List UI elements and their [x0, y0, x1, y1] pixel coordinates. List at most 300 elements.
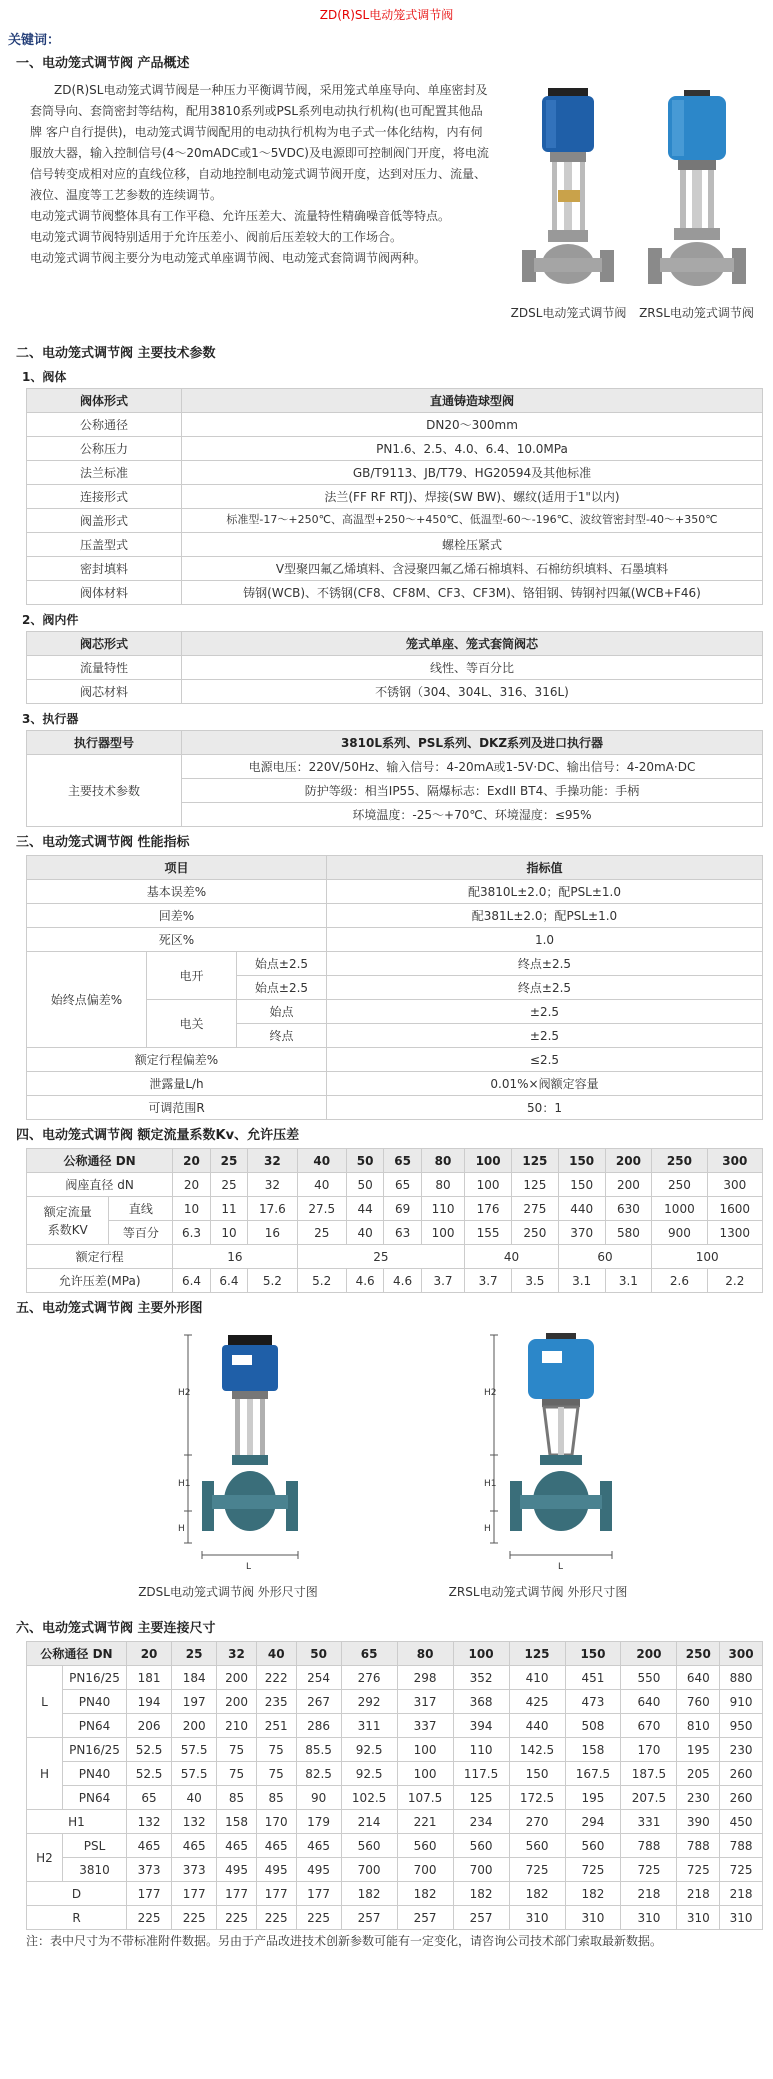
table-cell: 75: [217, 1762, 257, 1786]
table-cell: 177: [172, 1882, 217, 1906]
table-cell: 207.5: [621, 1786, 677, 1810]
table-cell: 25: [297, 1221, 346, 1245]
table-cell: 5.2: [248, 1269, 297, 1293]
table-cell: 107.5: [397, 1786, 453, 1810]
table-cell: 4.6: [346, 1269, 383, 1293]
table-cell: 788: [621, 1834, 677, 1858]
dn-header: 80: [421, 1149, 464, 1173]
table-cell: 257: [341, 1906, 397, 1930]
table-cell: 368: [453, 1690, 509, 1714]
zdsl-valve-icon: [506, 80, 631, 305]
dimensions-note: 注：表中尺寸为不带标准附件数据。另由于产品改进技术创新参数可能有一定变化，请咨询公司技术部门索取最新数据。: [26, 1934, 663, 1948]
row-label: 阀体材料: [27, 581, 182, 605]
table-cell: 310: [509, 1906, 565, 1930]
row-sub: PN16/25: [63, 1738, 127, 1762]
table-cell: 394: [453, 1714, 509, 1738]
row-sub: PN40: [63, 1690, 127, 1714]
table-cell: 2.6: [652, 1269, 707, 1293]
table-cell: 225: [127, 1906, 172, 1930]
table-cell: 390: [677, 1810, 720, 1834]
zdsl-outline-drawing: [108, 1321, 348, 1583]
table-cell: 25: [297, 1245, 465, 1269]
table-cell: 225: [296, 1906, 341, 1930]
table-cell: 370: [558, 1221, 605, 1245]
overview-para: 电动笼式调节阀主要分为电动笼式单座调节阀、电动笼式套筒调节阀两种。: [30, 251, 427, 265]
row-label: 泄露量L/h: [27, 1072, 327, 1096]
table-cell: 75: [256, 1738, 296, 1762]
actuator-subtitle: 3、执行器: [22, 712, 79, 726]
internals-subtitle: 2、阀内件: [22, 613, 79, 627]
table-cell: 75: [256, 1762, 296, 1786]
row-value: 配3810L±2.0；配PSL±1.0: [327, 880, 763, 904]
table-cell: 40: [172, 1786, 217, 1810]
kv-label: [27, 1197, 109, 1245]
row-sub: PN16/25: [63, 1666, 127, 1690]
table-cell: 880: [720, 1666, 763, 1690]
table-row: [27, 485, 763, 509]
kv-label-line: 额定流量: [43, 1204, 92, 1219]
table-cell: 6.3: [173, 1221, 210, 1245]
table-cell: 276: [341, 1666, 397, 1690]
h-dim-label: H: [178, 1524, 185, 1534]
table-row: [27, 880, 763, 904]
table-cell: 197: [172, 1690, 217, 1714]
table-cell: 40: [465, 1245, 559, 1269]
row-sub: 始点±2.5: [237, 952, 327, 976]
table-row: [27, 928, 763, 952]
table-row: [27, 557, 763, 581]
row-label: 回差%: [27, 904, 327, 928]
table-cell: 176: [465, 1197, 512, 1221]
table-cell: 310: [621, 1906, 677, 1930]
table-cell: 251: [256, 1714, 296, 1738]
dn-header: 150: [565, 1642, 621, 1666]
row-label: 公称通径: [27, 413, 182, 437]
dn-header: 20: [173, 1149, 210, 1173]
valve-photos: [506, 80, 766, 330]
table-cell: 3.1: [605, 1269, 652, 1293]
dn-header: 250: [652, 1149, 707, 1173]
table-cell: 3.5: [512, 1269, 559, 1293]
dn-header: 65: [384, 1149, 421, 1173]
table-cell: 182: [453, 1882, 509, 1906]
table-cell: 451: [565, 1666, 621, 1690]
dn-header: 50: [296, 1642, 341, 1666]
table-cell: 4.6: [384, 1269, 421, 1293]
zdsl-outline-caption: ZDSL电动笼式调节阀 外形尺寸图: [138, 1585, 318, 1599]
table-cell: 177: [256, 1882, 296, 1906]
section-kv-title: 四、电动笼式调节阀 额定流量系数Kv、允许压差: [16, 1128, 300, 1143]
table-row: [27, 1690, 763, 1714]
overview-para: 电动笼式调节阀整体具有工作平稳、允许压差大、流量特性精确噪音低等特点。: [30, 209, 451, 223]
dn-header: 300: [707, 1149, 762, 1173]
row-value: 环境温度：-25～+70℃、环境湿度：≤95%: [182, 803, 763, 827]
table-cell: 788: [720, 1834, 763, 1858]
table-cell: 205: [677, 1762, 720, 1786]
table-cell: 65: [127, 1786, 172, 1810]
table-cell: 508: [565, 1714, 621, 1738]
table-cell: 182: [509, 1882, 565, 1906]
zrsl-photo-caption: ZRSL电动笼式调节阀: [639, 306, 754, 320]
table-cell: 92.5: [341, 1738, 397, 1762]
zdsl-valve-photo: [506, 80, 631, 330]
row-label: 阀芯材料: [27, 680, 182, 704]
table-row: [27, 1762, 763, 1786]
dn-header: 200: [605, 1149, 652, 1173]
table-cell: 200: [217, 1666, 257, 1690]
table-cell: 2.2: [707, 1269, 762, 1293]
table-row: [27, 656, 763, 680]
table-cell: 257: [453, 1906, 509, 1930]
table-cell: 900: [652, 1221, 707, 1245]
row-sub: 终点: [237, 1024, 327, 1048]
table-cell: 69: [384, 1197, 421, 1221]
table-cell: 317: [397, 1690, 453, 1714]
table-cell: 440: [558, 1197, 605, 1221]
start-end-label: 始终点偏差%: [27, 952, 147, 1048]
table-cell: 206: [127, 1714, 172, 1738]
overview-para: 电动笼式调节阀特别适用于允许压差小、阀前后压差较大的工作场合。: [30, 230, 403, 244]
table-cell: 158: [217, 1810, 257, 1834]
table-row: [27, 461, 763, 485]
table-row: [27, 1173, 763, 1197]
row-value: ±2.5: [327, 1024, 763, 1048]
table-cell: 100: [397, 1738, 453, 1762]
group-label: L: [27, 1666, 63, 1738]
table-cell: 117.5: [453, 1762, 509, 1786]
table-cell: 52.5: [127, 1738, 172, 1762]
table-cell: 473: [565, 1690, 621, 1714]
row-label: 密封填料: [27, 557, 182, 581]
dn-header-label: 公称通径 DN: [27, 1642, 127, 1666]
dn-header: 25: [210, 1149, 247, 1173]
table-cell: 640: [621, 1690, 677, 1714]
row-value: ≤2.5: [327, 1048, 763, 1072]
table-row: [27, 581, 763, 605]
table-cell: 184: [172, 1666, 217, 1690]
table-cell: 110: [453, 1738, 509, 1762]
table-row: [27, 952, 763, 976]
table-cell: 218: [621, 1882, 677, 1906]
actuator-header-label: 执行器型号: [27, 731, 182, 755]
table-row: [27, 1642, 763, 1666]
table-cell: 158: [565, 1738, 621, 1762]
table-cell: 230: [720, 1738, 763, 1762]
table-cell: 150: [558, 1173, 605, 1197]
table-cell: 3.1: [558, 1269, 605, 1293]
table-cell: 465: [217, 1834, 257, 1858]
table-cell: 177: [217, 1882, 257, 1906]
table-row: [27, 1714, 763, 1738]
table-row: [27, 1738, 763, 1762]
table-cell: 1600: [707, 1197, 762, 1221]
table-cell: 950: [720, 1714, 763, 1738]
row-value: 标准型-17～+250℃、高温型+250～+450℃、低温型-60～-196℃、波纹管密封型-40～+350℃: [182, 509, 763, 533]
table-cell: 25: [210, 1173, 247, 1197]
table-cell: 352: [453, 1666, 509, 1690]
table-cell: 788: [677, 1834, 720, 1858]
table-cell: 82.5: [296, 1762, 341, 1786]
table-cell: 3.7: [421, 1269, 464, 1293]
table-cell: 179: [296, 1810, 341, 1834]
performance-table: [26, 855, 763, 1120]
dn-header: 65: [341, 1642, 397, 1666]
internals-table: [26, 631, 763, 704]
row-value: 配381L±2.0；配PSL±1.0: [327, 904, 763, 928]
overview-text: [30, 80, 490, 269]
table-cell: 425: [509, 1690, 565, 1714]
close-label: 电关: [147, 1000, 237, 1048]
table-cell: 44: [346, 1197, 383, 1221]
row-label: D: [27, 1882, 127, 1906]
zdsl-photo-caption: ZDSL电动笼式调节阀: [510, 306, 627, 320]
row-value: 电源电压：220V/50Hz、输入信号：4-20mA或1-5V·DC、输出信号：4-20mA·DC: [182, 755, 763, 779]
table-cell: 200: [605, 1173, 652, 1197]
table-cell: 218: [720, 1882, 763, 1906]
table-cell: 560: [509, 1834, 565, 1858]
zrsl-valve-photo: [634, 80, 759, 330]
row-label: 死区%: [27, 928, 327, 952]
row-value: 终点±2.5: [327, 976, 763, 1000]
table-cell: 40: [346, 1221, 383, 1245]
table-row: [27, 437, 763, 461]
table-cell: 275: [512, 1197, 559, 1221]
table-cell: 725: [677, 1858, 720, 1882]
dn-header: 20: [127, 1642, 172, 1666]
outline-figures: [8, 1321, 765, 1617]
section-dimensions-title: 六、电动笼式调节阀 主要连接尺寸: [16, 1621, 216, 1636]
table-row: [27, 1834, 763, 1858]
row-value: ±2.5: [327, 1000, 763, 1024]
actuator-param-label: 主要技术参数: [27, 755, 182, 827]
table-cell: 267: [296, 1690, 341, 1714]
table-cell: 170: [621, 1738, 677, 1762]
dn-header: 40: [256, 1642, 296, 1666]
table-cell: 294: [565, 1810, 621, 1834]
table-cell: 225: [217, 1906, 257, 1930]
dn-header: 25: [172, 1642, 217, 1666]
table-cell: 85.5: [296, 1738, 341, 1762]
table-row: [27, 413, 763, 437]
table-cell: 40: [297, 1173, 346, 1197]
row-value: 0.01%×阀额定容量: [327, 1072, 763, 1096]
table-cell: 640: [677, 1666, 720, 1690]
row-label: H1: [27, 1810, 127, 1834]
dimensions-table: [26, 1641, 763, 1930]
table-row: [27, 1269, 763, 1293]
table-cell: 670: [621, 1714, 677, 1738]
row-label: 法兰标准: [27, 461, 182, 485]
row-sub: 始点±2.5: [237, 976, 327, 1000]
open-label: 电开: [147, 952, 237, 1000]
table-cell: 90: [296, 1786, 341, 1810]
body-header-value: 直通铸造球型阀: [182, 389, 763, 413]
table-cell: 85: [217, 1786, 257, 1810]
table-row: [27, 1149, 763, 1173]
table-cell: 495: [256, 1858, 296, 1882]
table-cell: 760: [677, 1690, 720, 1714]
table-cell: 100: [652, 1245, 763, 1269]
actuator-table: [26, 730, 763, 827]
dn-header: 40: [297, 1149, 346, 1173]
dn-header: 100: [453, 1642, 509, 1666]
dn-header-label: 公称通径 DN: [27, 1149, 173, 1173]
table-cell: 221: [397, 1810, 453, 1834]
table-cell: 910: [720, 1690, 763, 1714]
row-label: 额定行程: [27, 1245, 173, 1269]
actuator-header-value: 3810L系列、PSL系列、DKZ系列及进口执行器: [182, 731, 763, 755]
group-label: H: [27, 1738, 63, 1810]
table-cell: 225: [256, 1906, 296, 1930]
table-cell: 65: [384, 1173, 421, 1197]
table-cell: 60: [558, 1245, 652, 1269]
row-label: 流量特性: [27, 656, 182, 680]
row-sub: PN64: [63, 1786, 127, 1810]
dn-header: 125: [509, 1642, 565, 1666]
dn-header: 125: [512, 1149, 559, 1173]
table-row: [27, 1882, 763, 1906]
row-value: 防护等级：相当IP55、隔爆标志：ExdII BT4、手操功能：手柄: [182, 779, 763, 803]
table-cell: 700: [453, 1858, 509, 1882]
table-row: [27, 1197, 763, 1221]
row-sub: PSL: [63, 1834, 127, 1858]
table-cell: 337: [397, 1714, 453, 1738]
row-value: 1.0: [327, 928, 763, 952]
table-cell: 132: [127, 1810, 172, 1834]
row-label: 公称压力: [27, 437, 182, 461]
row-value: 不锈钢（304、304L、316、316L): [182, 680, 763, 704]
perf-header-value: 指标值: [327, 856, 763, 880]
table-cell: 10: [210, 1221, 247, 1245]
table-cell: 6.4: [210, 1269, 247, 1293]
table-cell: 194: [127, 1690, 172, 1714]
row-label: 阀盖形式: [27, 509, 182, 533]
table-cell: 465: [127, 1834, 172, 1858]
section-overview-title: 一、电动笼式调节阀 产品概述: [16, 56, 190, 71]
table-cell: 177: [127, 1882, 172, 1906]
body-subtitle: 1、阀体: [22, 370, 67, 384]
row-value: 终点±2.5: [327, 952, 763, 976]
section-outline-title: 五、电动笼式调节阀 主要外形图: [16, 1301, 203, 1316]
table-cell: 260: [720, 1786, 763, 1810]
overview-block: [8, 76, 765, 342]
table-cell: 234: [453, 1810, 509, 1834]
table-cell: 182: [397, 1882, 453, 1906]
table-cell: 725: [720, 1858, 763, 1882]
table-cell: 181: [127, 1666, 172, 1690]
table-cell: 250: [512, 1221, 559, 1245]
zrsl-outline-figure: [418, 1321, 658, 1601]
internals-header-label: 阀芯形式: [27, 632, 182, 656]
page-title: ZD(R)SL电动笼式调节阀: [319, 8, 454, 22]
internals-header-value: 笼式单座、笼式套筒阀芯: [182, 632, 763, 656]
table-cell: 170: [256, 1810, 296, 1834]
kv-table: [26, 1148, 763, 1293]
body-header-label: 阀体形式: [27, 389, 182, 413]
table-row: [27, 1786, 763, 1810]
dn-header: 300: [720, 1642, 763, 1666]
table-cell: 57.5: [172, 1738, 217, 1762]
h2-dim-label: H2: [178, 1388, 191, 1398]
dn-header: 32: [248, 1149, 297, 1173]
table-cell: 225: [172, 1906, 217, 1930]
h1-dim-label: H1: [484, 1479, 497, 1489]
row-sub: 直线: [109, 1197, 173, 1221]
table-cell: 75: [217, 1738, 257, 1762]
row-value: PN1.6、2.5、4.0、6.4、10.0MPa: [182, 437, 763, 461]
row-sub: 等百分: [109, 1221, 173, 1245]
row-label: 额定行程偏差%: [27, 1048, 327, 1072]
row-label: 阀座直径 dN: [27, 1173, 173, 1197]
perf-header-item: 项目: [27, 856, 327, 880]
table-cell: 560: [565, 1834, 621, 1858]
table-cell: 373: [172, 1858, 217, 1882]
table-cell: 560: [453, 1834, 509, 1858]
row-label: 基本误差%: [27, 880, 327, 904]
table-cell: 52.5: [127, 1762, 172, 1786]
table-cell: 11: [210, 1197, 247, 1221]
table-row: [27, 1221, 763, 1245]
table-cell: 200: [217, 1690, 257, 1714]
table-cell: 257: [397, 1906, 453, 1930]
row-value: 铸钢(WCB)、不锈钢(CF8、CF8M、CF3、CF3M)、铬钼钢、铸钢衬四氟(WCB+F46): [182, 581, 763, 605]
table-cell: 100: [397, 1762, 453, 1786]
table-cell: 50: [346, 1173, 383, 1197]
table-row: [27, 680, 763, 704]
table-cell: 495: [296, 1858, 341, 1882]
group-label: H2: [27, 1834, 63, 1882]
table-cell: 410: [509, 1666, 565, 1690]
row-value: 50：1: [327, 1096, 763, 1120]
zrsl-outline-drawing: [418, 1321, 658, 1583]
table-cell: 725: [621, 1858, 677, 1882]
table-cell: 182: [565, 1882, 621, 1906]
table-cell: 5.2: [297, 1269, 346, 1293]
table-cell: 172.5: [509, 1786, 565, 1810]
row-label: R: [27, 1906, 127, 1930]
table-cell: 270: [509, 1810, 565, 1834]
kv-label-line: 系数KV: [47, 1222, 88, 1237]
table-cell: 187.5: [621, 1762, 677, 1786]
row-value: 线性、等百分比: [182, 656, 763, 680]
table-cell: 465: [256, 1834, 296, 1858]
table-row: [27, 1858, 763, 1882]
l-dim-label: L: [246, 1562, 252, 1572]
table-cell: 465: [296, 1834, 341, 1858]
row-sub: 3810: [63, 1858, 127, 1882]
table-cell: 20: [173, 1173, 210, 1197]
table-cell: 100: [465, 1173, 512, 1197]
row-sub: PN64: [63, 1714, 127, 1738]
table-cell: 195: [677, 1738, 720, 1762]
table-cell: 195: [565, 1786, 621, 1810]
table-cell: 550: [621, 1666, 677, 1690]
table-cell: 6.4: [173, 1269, 210, 1293]
table-cell: 700: [341, 1858, 397, 1882]
table-cell: 27.5: [297, 1197, 346, 1221]
table-row: [27, 904, 763, 928]
zrsl-valve-icon: [634, 80, 759, 305]
table-cell: 110: [421, 1197, 464, 1221]
table-row: [27, 755, 763, 779]
dn-header: 250: [677, 1642, 720, 1666]
table-cell: 630: [605, 1197, 652, 1221]
table-cell: 125: [453, 1786, 509, 1810]
dn-header: 50: [346, 1149, 383, 1173]
row-label: 可调范围R: [27, 1096, 327, 1120]
table-cell: 580: [605, 1221, 652, 1245]
table-row: [27, 509, 763, 533]
